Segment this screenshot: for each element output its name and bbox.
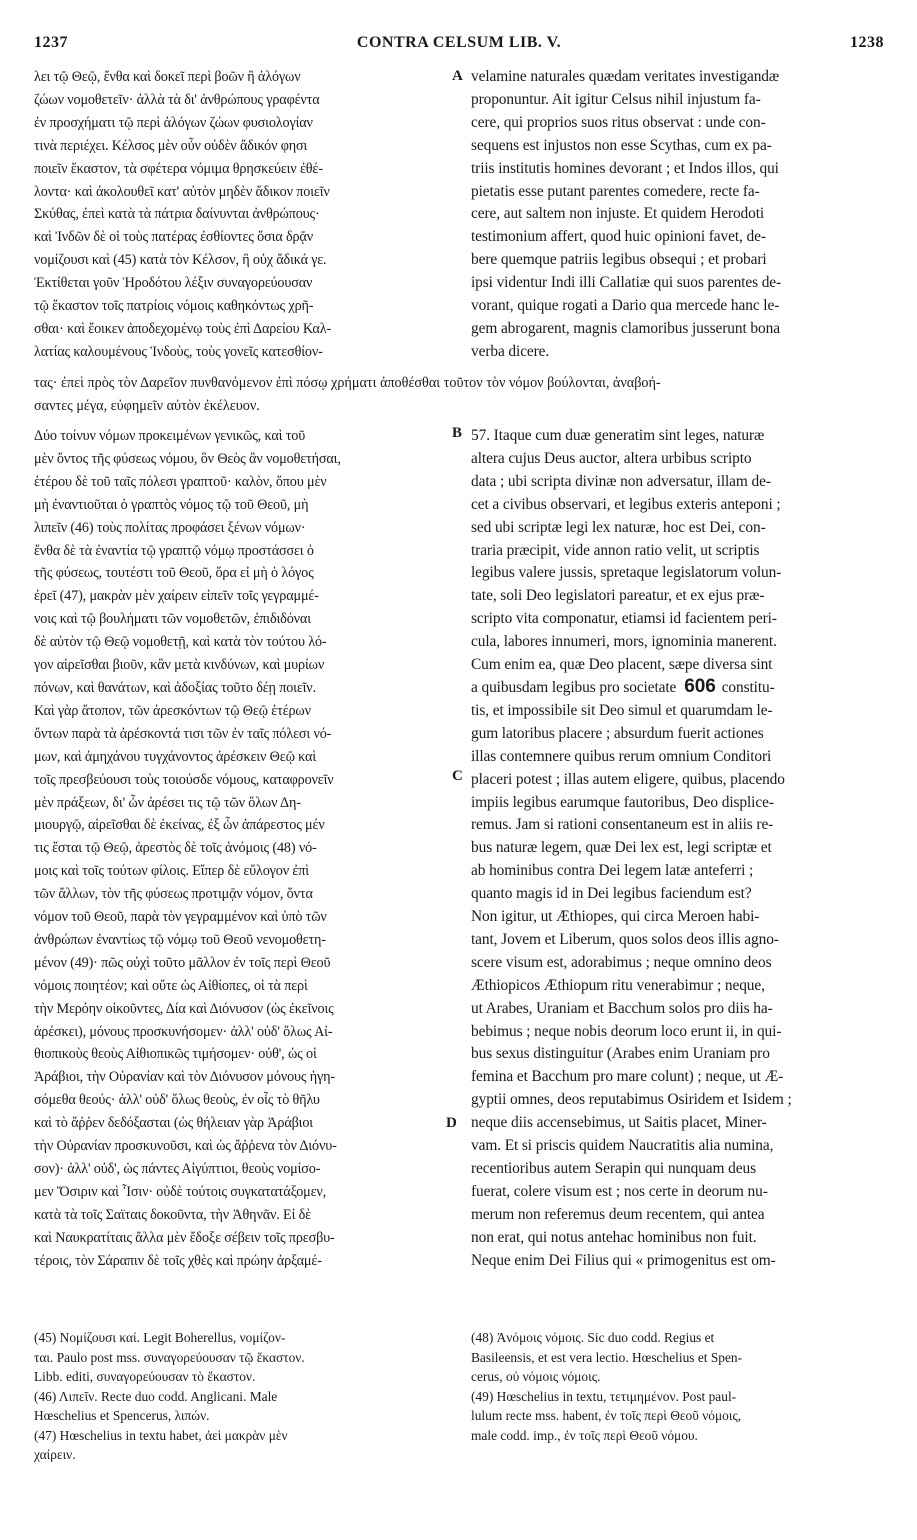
greek-top-line: ποιεῖν ἕκαστον, τὰ σφέτερα νόμιμα θρησκεύειν ἐθέ- xyxy=(34,160,323,177)
latin-column-bottom xyxy=(471,425,883,1273)
latin-bottom-line: bebimus ; neque nobis deorum loco erunt ii, in qui- xyxy=(471,1022,782,1040)
greek-bottom-line: τῆς φύσεως, τουτέστι τοῦ Θεοῦ, ὅρα εἰ μὴ ὁ λόγος xyxy=(34,565,314,582)
greek-top-line: σθαι· καὶ ἔοικεν ἀποδεχομένῳ τοὺς ἐπὶ Δαρείου Καλ- xyxy=(34,320,332,337)
latin-top-line: triis institutis homines devorant ; et Indos illos, qui xyxy=(471,159,779,177)
footnote-left-line: (47) Hœschelius in textu habet, ἀεὶ μακρὰν μὲν xyxy=(34,1427,288,1443)
latin-top-line: bere quemque patriis legibus obsequi ; et probari xyxy=(471,251,767,269)
latin-bottom-line: impiis legibus earumque fautoribus, Deo displice- xyxy=(471,793,774,811)
greek-bottom-line: τέροις, τὸν Σάραπιν δὲ τοῖς χθὲς καὶ πρώην ἀρξαμέ- xyxy=(34,1252,322,1269)
latin-top-line: velamine naturales quædam veritates investigandæ xyxy=(471,68,780,85)
greek-top-line: λατίας καλουμένους Ἰνδοὺς, τοὺς γονεῖς κατεσθίον- xyxy=(34,343,323,360)
greek-bottom-line: νοις καὶ τῷ βουλήματι τῶν νομοθετῶν, ἐπιδιδόναι xyxy=(34,611,311,628)
section-marker-a: A xyxy=(452,68,463,84)
latin-bottom-line: bus sexus distinguitur (Arabes enim Uraniam pro xyxy=(471,1045,770,1063)
latin-top-line: vorant, quique rogati a Dario qua mercede hanc le- xyxy=(471,297,780,315)
footnote-right-line: (48) Ἀνόμοις νόμοις. Sic duo codd. Regius et xyxy=(471,1330,715,1345)
footnotes-left xyxy=(34,1328,454,1465)
latin-bottom-line: data ; ubi scripta divinæ non adversatur, illam de- xyxy=(471,472,771,490)
latin-bottom-line: bus naturæ legem, quæ Dei lex est, legi scriptæ et xyxy=(471,839,772,857)
footnote-left-line: (46) Λιπεῖν. Recte duo codd. Anglicani. Male xyxy=(34,1388,278,1404)
latin-bottom-line: 57. Itaque cum duæ generatim sint leges, naturæ xyxy=(471,427,765,444)
latin-top-line: cere, aut saltem non injuste. Et quidem Herodoti xyxy=(471,205,765,223)
latin-bottom-line: altera cujus Deus auctor, altera urbibus scripto xyxy=(471,449,752,467)
latin-bottom-line: non erat, qui notus antehac hominibus non fuit. xyxy=(471,1228,757,1246)
greek-bottom-line: μένον (49)· πῶς οὐχὶ τοῦτο μᾶλλον ἐν τοῖς περὶ Θεοῦ xyxy=(34,954,331,971)
latin-bottom-line: traria præcipit, vide annon ratio velit, ut scriptis xyxy=(471,541,760,559)
footnote-right-line: male codd. imp., ἐν τοῖς περὶ Θεοῦ νόμου. xyxy=(471,1427,698,1443)
greek-top-line: Σκύθας, ἐπεὶ κατὰ τὰ πάτρια δαίνυνται ἀνθρώπους· xyxy=(34,206,320,223)
latin-bottom-line: ut Arabes, Uraniam et Bacchum solos pro diis ha- xyxy=(471,999,773,1017)
migne-page-marker: 606 xyxy=(684,675,716,697)
latin-top-line: gem abrogarent, magnis clamoribus jusserunt bona xyxy=(471,319,780,337)
latin-bottom-line: tant, Jovem et Liberum, quos solos deos illis agno- xyxy=(471,930,779,948)
greek-bottom-line: τὴν Μερόην οἰκοῦντες, Δία καὶ Διόνυσον (ὡς ἐκεῖνοις xyxy=(34,1000,334,1017)
greek-bottom-line: τὴν Οὐρανίαν προσκυνοῦσι, καὶ ὡς ἄῤῥενα τὸν Διόνυ- xyxy=(34,1138,337,1155)
greek-top-line: καὶ Ἰνδῶν δὲ οἱ τοὺς πατέρας ἐσθίοντες ὅσια δρᾷν xyxy=(34,229,313,246)
footnote-right-line: cerus, οὐ νόμοις νόμοις. xyxy=(471,1369,601,1384)
greek-bottom-line: ἐρεῖ (47), μακρὰν μὲν χαίρειν εἰπεῖν τοῖς γεγραμμέ- xyxy=(34,588,319,605)
greek-top-line: τῷ ἕκαστον τοῖς πατρίοις νόμοις καθηκόντως χρῆ- xyxy=(34,298,314,315)
running-header xyxy=(34,34,884,56)
footnote-right-line: Basileensis, et est vera lectio. Hœschelius et Spen- xyxy=(471,1349,743,1365)
greek-bottom-line: μὲν πράξεων, δι' ὧν ἀρέσει τις τῷ τῶν ὅλων Δη- xyxy=(34,794,301,811)
latin-bottom-line-tail: constitu- xyxy=(721,678,775,696)
greek-bottom-line: μὴ ἐναντιοῦται ὁ γραπτὸς νόμος τῷ τοῦ Θεοῦ, μὴ xyxy=(34,496,309,513)
greek-full-width xyxy=(34,372,884,418)
latin-bottom-line: sed ubi scriptæ legi lex naturæ, hoc est Dei, con- xyxy=(471,518,766,536)
greek-bottom-line: θιοπικοὺς θεοὺς Αἰθιοπικῶς τιμήσομεν· οὐθ', ὡς οἱ xyxy=(34,1046,317,1063)
latin-column-top xyxy=(471,66,883,364)
greek-bottom-line: ἀνθρώπων ἐναντίως τῷ νόμῳ τοῦ Θεοῦ νενομοθετη- xyxy=(34,931,326,948)
footnote-left-line: Hœschelius et Spencerus, λιπών. xyxy=(34,1408,210,1423)
greek-top-line: Ἐκτίθεται γοῦν Ἡροδότου λέξιν συναγορεύουσαν xyxy=(34,275,313,292)
greek-bottom-line: μεν Ὄσιριν καὶ Ἶσιν· οὐδὲ τούτοις συγκατατάξομεν, xyxy=(34,1183,327,1200)
greek-bottom-line: ὄντων παρὰ τὰ ἀρέσκοντά τισι τῶν ἐν ταῖς πόλεσι νό- xyxy=(34,725,332,742)
latin-top-line: proponuntur. Ait igitur Celsus nihil injustum fa- xyxy=(471,90,761,108)
latin-bottom-line: tis, et impossibile sit Deo simul et quarumdam le- xyxy=(471,701,773,719)
latin-bottom-line: gyptii omnes, deos reputabimus Osiridem et Isidem ; xyxy=(471,1091,792,1109)
greek-bottom-line: σόμεθα θεούς· ἀλλ' οὐδ' ὅλως θεοὺς, ἐν οἷς τὸ θῆλυ xyxy=(34,1092,320,1109)
greek-column-bottom xyxy=(34,425,449,1273)
latin-bottom-line: Æthiopicos Æthiopum ritu venerabimur ; neque, xyxy=(471,976,765,994)
greek-bottom-line: σον)· ἀλλ' οὐδ', ὡς πάντες Αἰγύπτιοι, θεοὺς νομίσο- xyxy=(34,1161,321,1177)
latin-top-line: pietatis esse putant parentes comedere, recte fa- xyxy=(471,182,760,200)
latin-bottom-line: neque diis accensebimus, ut Saitis placet, Miner- xyxy=(471,1114,767,1132)
latin-bottom-line xyxy=(471,677,883,700)
greek-bottom-line: κατὰ τὰ τοῖς Σαϊταις δοκοῦντα, τὴν Ἀθηνᾶν. Εἰ δὲ xyxy=(34,1206,311,1223)
latin-bottom-line: Non igitur, ut Æthiopes, qui circa Meroen habi- xyxy=(471,908,760,926)
greek-bottom-line: πόνων, καὶ θανάτων, καὶ ἀδοξίας τοῦτο δέῃ ποιεῖν. xyxy=(34,679,316,696)
greek-bottom-line: τοῖς πρεσβεύουσι τοὺς τοιούσδε νόμους, καταφρονεῖν xyxy=(34,771,334,788)
latin-bottom-line: remus. Jam si rationi consentaneum est in aliis re- xyxy=(471,816,774,834)
latin-bottom-line: cet a civibus observari, et legibus exteris anteponi ; xyxy=(471,495,781,513)
greek-bottom-line: νόμοις ποιητέον; καὶ οὔτε ὡς Αἰθίοπες, οἱ τὰ περὶ xyxy=(34,977,308,994)
greek-full-line: τας· ἐπεὶ πρὸς τὸν Δαρεῖον πυνθανόμενον ἐπὶ πόσῳ χρήματι ἀποθέσθαι τοῦτον τὸν νόμον βούλονται, ἀναβοή- xyxy=(34,375,661,391)
latin-bottom-line-text: a quibusdam legibus pro societate xyxy=(471,678,677,696)
greek-top-line: λει τῷ Θεῷ, ἔνθα καὶ δοκεῖ περὶ βοῶν ἢ ἀλόγων xyxy=(34,69,301,85)
latin-bottom-line: Cum enim ea, quæ Deo placent, sæpe diversa sint xyxy=(471,656,773,674)
footnotes-right xyxy=(471,1328,883,1445)
greek-bottom-line: Καὶ γὰρ ἄτοπον, τῶν ἀρεσκόντων τῷ Θεῷ ἑτέρων xyxy=(34,702,311,719)
footnote-right-line: lulum recte mss. habent, ἐν τοῖς περὶ Θεοῦ νόμοις, xyxy=(471,1408,742,1423)
latin-bottom-line: merum non referemus deum recentem, qui antea xyxy=(471,1205,765,1223)
latin-bottom-line: fuerat, colere visum est ; nos certe in deorum nu- xyxy=(471,1182,768,1200)
latin-bottom-line: legibus valere jussis, spretaque legislatorum volun- xyxy=(471,564,782,582)
greek-bottom-line: δὲ αὐτὸν τῷ Θεῷ νομοθετῇ, καὶ κατὰ τὸν τούτου λό- xyxy=(34,634,327,651)
greek-bottom-line: καὶ Ναυκρατίταις ἄλλα μὲν ἔδοξε σέβειν τοῖς πρεσβυ- xyxy=(34,1229,335,1246)
latin-bottom-line: scripto vita componatur, etiamsi id facientem peri- xyxy=(471,610,777,628)
greek-bottom-line: νόμον τοῦ Θεοῦ, παρὰ τὸν γεγραμμένον καὶ ὑπὸ τῶν xyxy=(34,909,327,926)
latin-top-line: cere, qui proprios suos ritus observat : unde con- xyxy=(471,113,766,131)
greek-bottom-line: μιουργῷ, αἱρεῖσθαι δὲ ἐκείνας, ἐξ ὧν ἀπάρεστος μέν xyxy=(34,817,325,834)
greek-bottom-line: λιπεῖν (46) τοὺς πολίτας προφάσει ξένων νόμων· xyxy=(34,519,306,536)
latin-top-line: testimonium affert, quod huic opinioni favet, de- xyxy=(471,228,766,246)
greek-bottom-line: Δύο τοίνυν νόμων προκειμένων γενικῶς, καὶ τοῦ xyxy=(34,428,306,444)
running-title: CONTRA CELSUM LIB. V. xyxy=(356,34,562,51)
greek-bottom-line: καὶ τὸ ἄῤῥεν δεδόξασται (ὡς θήλειαν γὰρ Ἀράβιοι xyxy=(34,1115,313,1132)
page-number-right: 1238 xyxy=(850,34,884,51)
greek-bottom-line: μοις καὶ τοῖς τούτων φίλοις. Εἴπερ δὲ εὔλογον ἐπὶ xyxy=(34,863,309,880)
greek-full-line: σαντες μέγα, εὐφημεῖν αὐτὸν ἐκέλευον. xyxy=(34,397,260,414)
latin-bottom-line: vam. Et si priscis quidem Naucratitis alia numina, xyxy=(471,1137,774,1155)
greek-top-line: ζώων νομοθετεῖν· ἀλλὰ τὰ δι' ἀνθρώπους γραφέντα xyxy=(34,91,320,108)
latin-bottom-line: tate, soli Deo legislatori pareatur, et ex ejus præ- xyxy=(471,587,765,605)
latin-bottom-line: quanto magis id in Dei legibus faciendum est? xyxy=(471,885,752,903)
greek-bottom-line: τῶν ἄλλων, τὸν τῆς φύσεως προτιμᾷν νόμον, ὄντα xyxy=(34,886,313,903)
greek-bottom-line: ἔνθα δὲ τὰ ἐναντία τῷ γραπτῷ νόμῳ προστάσσει ὁ xyxy=(34,542,314,559)
greek-bottom-line: γον αἱρεῖσθαι βιοῦν, κἂν μετὰ κινδύνων, καὶ μυρίων xyxy=(34,657,325,674)
greek-bottom-line: ἀρέσκει), μόνους προσκυνήσομεν· ἀλλ' οὐδ' ὅλως Αἰ- xyxy=(34,1023,333,1040)
greek-column-top xyxy=(34,66,449,364)
greek-bottom-line: ἑτέρου δὲ τοῦ ταῖς πόλεσι γραπτοῦ· καλὸν, ὅπου μὲν xyxy=(34,473,327,490)
latin-bottom-line: cula, labores innumeri, mors, ignominia manerent. xyxy=(471,633,777,651)
latin-bottom-line: ab hominibus contra Dei legem latæ anteferri ; xyxy=(471,862,754,880)
latin-bottom-line: Neque enim Dei Filius qui « primogenitus est om- xyxy=(471,1251,776,1269)
greek-top-line: τινὰ περιέχει. Κέλσος μὲν οὖν οὐδὲν ἄδικόν φησι xyxy=(34,137,308,154)
latin-bottom-line: femina et Bacchum pro mare colunt) ; neque, ut Æ- xyxy=(471,1068,784,1086)
footnote-left-line: Libb. editi, συναγορεύουσαν τὸ ἕκαστον. xyxy=(34,1369,256,1384)
greek-bottom-line: τις ἔσται τῷ Θεῷ, ἀρεστὸς δὲ τοῖς ἀνόμοις (48) νό- xyxy=(34,840,317,857)
latin-bottom-line: scere visum est, adorabimus ; neque omnino deos xyxy=(471,953,772,971)
latin-bottom-line: gum latoribus placere ; absurdum fuerit actiones xyxy=(471,724,764,742)
greek-bottom-line: μὲν ὄντος τῆς φύσεως νόμου, ὃν Θεὸς ἂν νομοθετήσαι, xyxy=(34,450,341,467)
section-marker-b: B xyxy=(452,425,463,441)
footnote-left-line: χαίρειν. xyxy=(34,1447,76,1462)
footnote-right-line: (49) Hœschelius in textu, τετιμημένον. Post paul- xyxy=(471,1388,737,1404)
latin-bottom-line: placeri potest ; illas autem eligere, quibus, placendo xyxy=(471,770,785,788)
footnote-left-line: ται. Paulo post mss. συναγορεύουσαν τῷ ἕκαστον. xyxy=(34,1349,305,1365)
page-number-left: 1237 xyxy=(34,34,68,51)
section-marker-c: C xyxy=(452,768,463,784)
latin-top-line: verba dicere. xyxy=(471,342,550,360)
section-marker-d: D xyxy=(446,1115,457,1131)
footnote-left-line: (45) Νομίζουσι καί. Legit Boherellus, νομίζον- xyxy=(34,1330,286,1345)
latin-top-line: ipsi videntur Indi illi Callatiæ qui suos parentes de- xyxy=(471,274,782,292)
greek-bottom-line: Ἀράβιοι, τὴν Οὐρανίαν καὶ τὸν Διόνυσον μόνους ἡγη- xyxy=(34,1069,335,1086)
latin-bottom-line: illas contemnere quibus rerum omnium Conditori xyxy=(471,747,772,765)
greek-top-line: ἐν προσχήματι τῷ περὶ ἀλόγων ζώων φυσιολογίαν xyxy=(34,114,313,131)
latin-bottom-line: recentioribus autem Serapin qui nunquam deus xyxy=(471,1160,756,1177)
greek-top-line: νομίζουσι καὶ (45) κατὰ τὸν Κέλσον, ἢ οὐχ ἄδικά γε. xyxy=(34,252,327,269)
greek-bottom-line: μων, καὶ ἀμηχάνου τυγχάνοντος ἀρέσκειν Θεῷ καὶ xyxy=(34,748,316,765)
greek-top-line: λοντα· καὶ ἀκολουθεῖ κατ' αὐτὸν μηδὲν ἄδικον ποιεῖν xyxy=(34,183,330,200)
latin-top-line: sequens est injustos non esse Scythas, cum ex pa- xyxy=(471,136,772,154)
